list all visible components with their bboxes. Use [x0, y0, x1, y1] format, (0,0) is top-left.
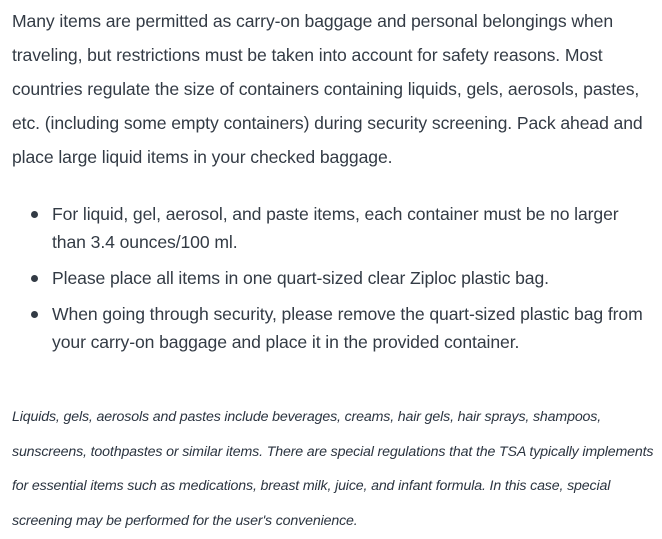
list-item-text: When going through security, please remove the quart-sized plastic bag from your carry-on baggage and place it in the provided container.	[52, 304, 643, 352]
bullet-icon	[31, 211, 38, 218]
list-item-text: Please place all items in one quart-sized clear Ziploc plastic bag.	[52, 268, 549, 288]
list-item	[12, 264, 652, 292]
list-item-text: For liquid, gel, aerosol, and paste items, each container must be no larger than 3.4 ounces/100 ml.	[52, 204, 619, 252]
liquid-rules-list	[12, 200, 652, 364]
bullet-icon	[31, 275, 38, 282]
intro-paragraph: Many items are permitted as carry-on baggage and personal belongings when traveling, but restrictions must be taken into account for safety reasons. Most countries regulate the size of containers containing liquids, gels, aerosols, pastes, etc. (including some empty containers) during security screening. Pack ahead and place large liquid items in your checked baggage.	[12, 11, 643, 167]
list-item	[12, 300, 652, 356]
list-item	[12, 200, 652, 256]
bullet-icon	[31, 311, 38, 318]
italic-note: Liquids, gels, aerosols and pastes include beverages, creams, hair gels, hair sprays, shampoos, sunscreens, toothpastes or similar items. There are special regulations that the TSA typically implements for essential items such as medications, breast milk, juice, and infant formula. In this case, special screening may be performed for the user's convenience.	[12, 409, 654, 529]
